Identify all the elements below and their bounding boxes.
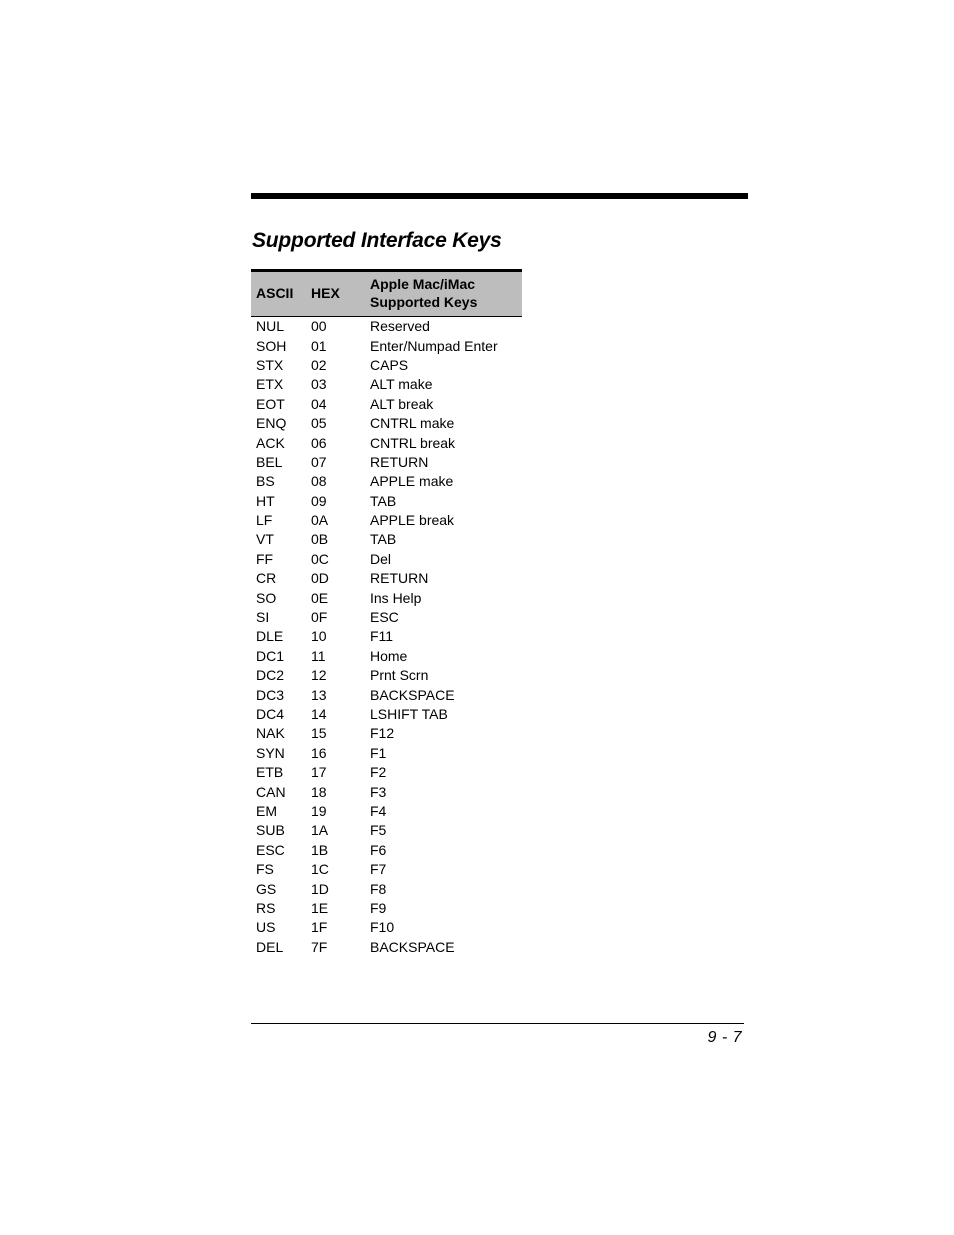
cell-supported-key: Ins Help — [370, 589, 422, 606]
table-row — [251, 647, 522, 666]
table-row — [251, 782, 522, 801]
cell-hex: 04 — [311, 395, 327, 412]
cell-supported-key: F4 — [370, 802, 387, 819]
cell-hex: 02 — [311, 356, 327, 373]
cell-ascii: DC1 — [256, 647, 285, 664]
table-row — [251, 317, 522, 337]
header-hex: HEX — [306, 271, 365, 317]
cell-hex: 10 — [311, 628, 327, 645]
cell-supported-key: CNTRL make — [370, 415, 455, 432]
cell-ascii: CAN — [256, 783, 286, 800]
cell-supported-key: F11 — [370, 628, 394, 645]
table-row — [251, 550, 522, 569]
cell-ascii: SUB — [256, 822, 285, 839]
cell-supported-key: F12 — [370, 725, 395, 742]
cell-ascii: DC3 — [256, 686, 285, 703]
cell-hex: 06 — [311, 434, 327, 451]
header-supported-keys — [365, 271, 522, 317]
cell-hex: 18 — [311, 783, 327, 800]
table-row — [251, 841, 522, 860]
cell-ascii: NUL — [256, 318, 285, 335]
table-row — [251, 899, 522, 918]
table-row — [251, 724, 522, 743]
cell-hex: 05 — [311, 415, 327, 432]
cell-ascii: BEL — [256, 453, 283, 470]
cell-supported-key: Del — [370, 550, 392, 567]
cell-ascii: SI — [256, 609, 270, 626]
cell-supported-key: CNTRL break — [370, 434, 456, 451]
cell-ascii: EM — [256, 802, 277, 819]
table-row — [251, 608, 522, 627]
cell-ascii: SYN — [256, 744, 285, 761]
page-number: 9 - 7 — [707, 1029, 742, 1046]
table-header-row — [251, 271, 522, 317]
cell-hex: 14 — [311, 706, 327, 722]
table-body — [251, 317, 522, 957]
cell-hex: 0E — [311, 589, 329, 606]
table-row — [251, 744, 522, 763]
cell-supported-key: APPLE break — [370, 512, 455, 529]
cell-supported-key: ALT break — [370, 395, 434, 412]
cell-supported-key: F2 — [370, 764, 387, 781]
cell-ascii: STX — [256, 356, 284, 373]
cell-hex: 08 — [311, 473, 327, 490]
table-row — [251, 918, 522, 937]
cell-ascii: DC4 — [256, 706, 285, 722]
cell-hex: 1E — [311, 899, 329, 916]
header-supported-keys-line2: Supported Keys — [370, 294, 478, 310]
table-row — [251, 453, 522, 472]
table-row — [251, 821, 522, 840]
table-row — [251, 375, 522, 394]
cell-hex: 1C — [311, 861, 329, 878]
cell-hex: 11 — [311, 647, 326, 664]
page-title: Supported Interface Keys — [252, 229, 502, 252]
cell-ascii: ETB — [256, 764, 284, 781]
cell-ascii: ENQ — [256, 415, 287, 432]
cell-hex: 1B — [311, 841, 329, 858]
cell-ascii: RS — [256, 899, 276, 916]
cell-supported-key: Home — [370, 647, 408, 664]
cell-hex: 09 — [311, 492, 327, 509]
cell-hex: 0A — [311, 512, 329, 529]
table-row — [251, 492, 522, 511]
cell-hex: 00 — [311, 318, 327, 335]
cell-ascii: VT — [256, 531, 274, 548]
cell-hex: 19 — [311, 802, 327, 819]
cell-ascii: FS — [256, 861, 274, 878]
cell-ascii: LF — [256, 512, 273, 529]
cell-hex: 17 — [311, 764, 327, 781]
top-rule — [251, 193, 748, 199]
table-row — [251, 336, 522, 355]
cell-supported-key: BACKSPACE — [370, 686, 455, 703]
cell-hex: 1D — [311, 880, 329, 897]
cell-ascii: FF — [256, 550, 274, 567]
cell-ascii: EOT — [256, 395, 285, 412]
table-row — [251, 860, 522, 879]
cell-hex: 03 — [311, 376, 327, 393]
cell-hex: 0F — [311, 609, 328, 626]
cell-ascii: HT — [256, 492, 275, 509]
cell-ascii: DC2 — [256, 667, 285, 684]
table-row — [251, 433, 522, 452]
cell-supported-key: RETURN — [370, 570, 429, 587]
cell-hex: 0D — [311, 570, 329, 587]
cell-ascii: CR — [256, 570, 277, 587]
cell-ascii: US — [256, 919, 276, 936]
cell-hex: 0C — [311, 550, 329, 567]
cell-supported-key: F10 — [370, 919, 395, 936]
bottom-rule — [251, 1023, 744, 1024]
cell-ascii: ESC — [256, 841, 285, 858]
table-row — [251, 472, 522, 491]
cell-supported-key: F1 — [370, 744, 387, 761]
cell-hex: 07 — [311, 453, 327, 470]
cell-supported-key: LSHIFT TAB — [370, 706, 448, 722]
cell-supported-key: CAPS — [370, 356, 409, 373]
table-row — [251, 569, 522, 588]
table-row — [251, 627, 522, 646]
cell-hex: 12 — [311, 667, 327, 684]
table-row — [251, 356, 522, 375]
header-ascii: ASCII — [251, 271, 306, 317]
table-row — [251, 685, 522, 704]
cell-supported-key: ESC — [370, 609, 399, 626]
cell-hex: 1A — [311, 822, 329, 839]
cell-supported-key: F9 — [370, 899, 387, 916]
cell-supported-key: F8 — [370, 880, 387, 897]
cell-supported-key: F6 — [370, 841, 387, 858]
cell-ascii: SOH — [256, 337, 287, 354]
cell-ascii: ETX — [256, 376, 284, 393]
cell-supported-key: F7 — [370, 861, 387, 878]
cell-ascii: NAK — [256, 725, 285, 742]
cell-ascii: GS — [256, 880, 277, 897]
table-row — [251, 530, 522, 549]
cell-hex: 0B — [311, 531, 329, 548]
cell-supported-key: Reserved — [370, 318, 430, 335]
table-row — [251, 588, 522, 607]
cell-hex: 13 — [311, 686, 327, 703]
cell-supported-key: RETURN — [370, 453, 429, 470]
table-row — [251, 938, 522, 957]
table-row — [251, 705, 522, 724]
table-row — [251, 511, 522, 530]
header-supported-keys-line1: Apple Mac/iMac — [370, 276, 476, 292]
cell-ascii: SO — [256, 589, 277, 606]
interface-keys-table — [251, 269, 522, 957]
cell-supported-key: Enter/Numpad Enter — [370, 337, 498, 354]
table-row — [251, 879, 522, 898]
cell-supported-key: TAB — [370, 492, 397, 509]
table-row — [251, 763, 522, 782]
cell-hex: 01 — [311, 337, 327, 354]
table-row — [251, 414, 522, 433]
cell-ascii: DLE — [256, 628, 284, 645]
table-row — [251, 802, 522, 821]
cell-supported-key: ALT make — [370, 376, 433, 393]
cell-supported-key: APPLE make — [370, 473, 454, 490]
cell-ascii: ACK — [256, 434, 285, 451]
cell-hex: 1F — [311, 919, 328, 936]
cell-supported-key: Prnt Scrn — [370, 667, 429, 684]
cell-supported-key: F3 — [370, 783, 387, 800]
table-row — [251, 395, 522, 414]
cell-hex: 16 — [311, 744, 327, 761]
cell-hex: 15 — [311, 725, 327, 742]
cell-supported-key: BACKSPACE — [370, 938, 455, 955]
cell-ascii: BS — [256, 473, 275, 490]
cell-supported-key: TAB — [370, 531, 397, 548]
table-row — [251, 666, 522, 685]
cell-supported-key: F5 — [370, 822, 387, 839]
cell-ascii: DEL — [256, 938, 284, 955]
cell-hex: 7F — [311, 938, 328, 955]
table-header — [251, 271, 522, 317]
